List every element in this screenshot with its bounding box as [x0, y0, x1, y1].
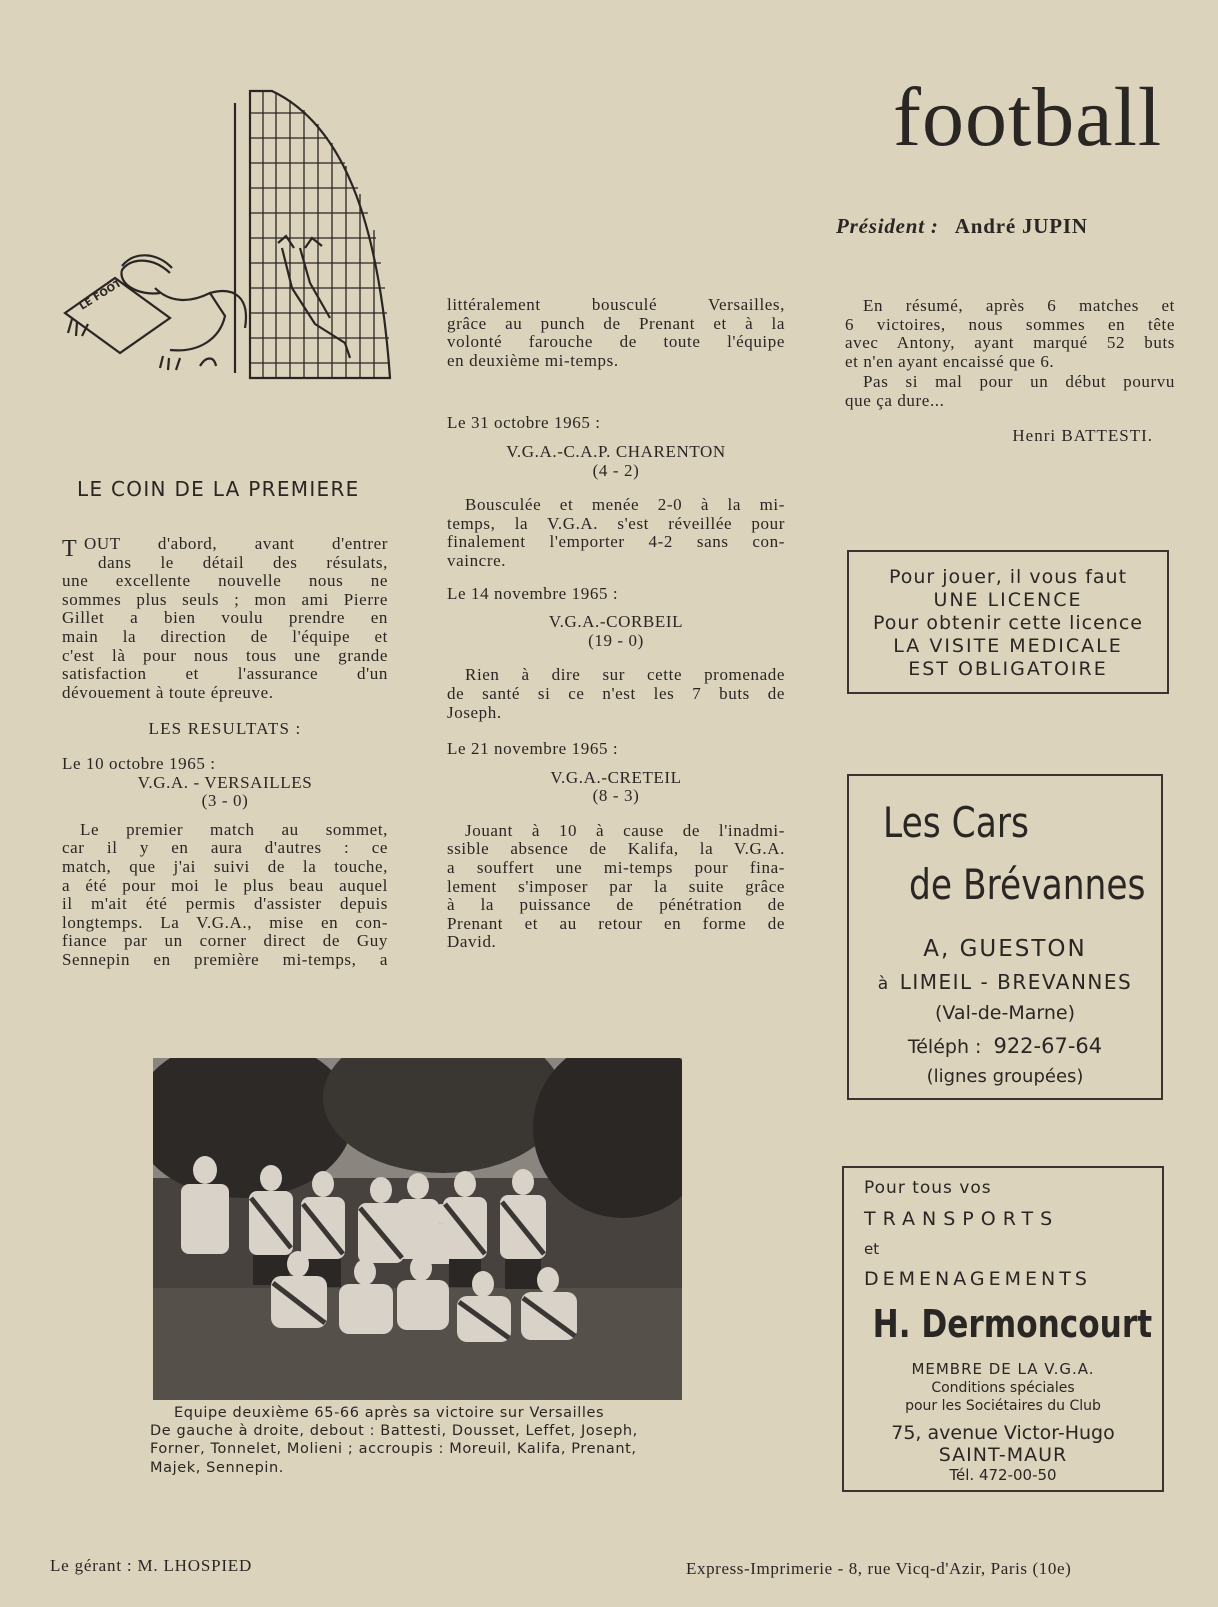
cartoon-sign-text: LE FOOT — [77, 278, 124, 313]
intro-line-6: c'est là pour nous tous une grande — [62, 645, 388, 665]
team-photo-image — [153, 1058, 682, 1400]
match4-teams: V.G.A.-CRETEIL — [550, 767, 682, 787]
licence-line-5: EST OBLIGATOIRE — [908, 658, 1108, 680]
transports-line-3: et — [864, 1240, 880, 1258]
match1-line-5: longtemps. La V.G.A., mise en con- — [62, 912, 388, 932]
signature: Henri BATTESTI. — [1012, 425, 1153, 445]
cars-town: LIMEIL - BREVANNES — [899, 970, 1133, 994]
transports-line-2: TRANSPORTS — [864, 1208, 1060, 1230]
intro-line-4: Gillet a bien voulu prendre en — [62, 608, 388, 628]
cont-line-1: grâce au punch de Prenant et à la — [447, 313, 785, 333]
cars-tel: 922-67-64 — [993, 1034, 1103, 1058]
cont-line-2: volonté farouche de toute l'équipe — [447, 332, 785, 352]
closing-line-1: que ça dure... — [845, 390, 945, 410]
match4-line-4: à la puissance de pénétration de — [447, 895, 785, 915]
match2-line-0: Bousculée et menée 2-0 à la mi- — [465, 495, 785, 515]
column-2 — [447, 296, 785, 952]
intro-line-1: dans le détail des résulats, — [98, 552, 388, 572]
licence-line-4: LA VISITE MEDICALE — [893, 635, 1123, 657]
footer-right: Express-Imprimerie - 8, rue Vicq-d'Azir, Paris (10e) — [686, 1559, 1072, 1578]
match3-line-0: Rien à dire sur cette promenade — [465, 665, 785, 685]
cars-name: A, GUESTON — [923, 936, 1087, 962]
cartoon-illustration — [60, 88, 400, 398]
cars-ad-box — [847, 774, 1163, 1100]
cars-town-prefix: à — [877, 974, 890, 994]
cars-dept: (Val-de-Marne) — [935, 1002, 1075, 1024]
match4-date: Le 21 novembre 1965 : — [447, 739, 619, 759]
summary-line-0: En résumé, après 6 matches et — [863, 296, 1175, 315]
match3-date: Le 14 novembre 1965 : — [447, 583, 619, 603]
cont-line-3: en deuxième mi-temps. — [447, 350, 619, 370]
match4-paragraph — [447, 822, 785, 952]
match1-score: (3 - 0) — [201, 791, 249, 811]
match4-line-1: ssible absence de Kalifa, la V.G.A. — [447, 839, 785, 859]
caption-line-0: Equipe deuxième 65-66 après sa victoire sur Versailles — [174, 1405, 605, 1421]
cont-line-0: littéralement bousculé Versailles, — [447, 295, 785, 314]
president-line — [836, 214, 1176, 239]
match4-score: (8 - 3) — [592, 786, 640, 806]
match2-paragraph — [447, 496, 785, 570]
caption-line-1: De gauche à droite, debout : Battesti, Dousset, Leffet, Joseph, — [150, 1423, 638, 1440]
cars-lines: (lignes groupées) — [926, 1066, 1084, 1087]
match1-line-2: match, que j'ai suivi de la touche, — [62, 856, 388, 876]
match1-line-1: car il y en aura d'autres : ce — [62, 838, 388, 858]
transports-cond-2: pour les Sociétaires du Club — [905, 1398, 1101, 1414]
licence-line-3: Pour obtenir cette licence — [873, 612, 1143, 634]
cars-town-line — [849, 970, 1161, 994]
transports-member: MEMBRE DE LA V.G.A. — [911, 1360, 1095, 1378]
column-1 — [62, 535, 388, 969]
summary-line-1: 6 victoires, nous sommes en tête — [845, 314, 1175, 334]
licence-line-2: UNE LICENCE — [933, 589, 1083, 611]
intro-paragraph — [62, 535, 388, 702]
match3-score: (19 - 0) — [588, 630, 644, 650]
match2-line-2: finalement l'emporter 4-2 sans con- — [447, 532, 785, 552]
caption-line-3: Majek, Sennepin. — [150, 1459, 285, 1476]
match3-teams: V.G.A.-CORBEIL — [548, 612, 684, 632]
cars-title-1: Les Cars — [883, 798, 1029, 847]
transports-address: 75, avenue Victor-Hugo — [891, 1422, 1115, 1444]
match1-teams: V.G.A. - VERSAILLES — [137, 772, 313, 792]
intro-line-7: satisfaction et l'assurance d'un — [62, 664, 388, 684]
match2-score: (4 - 2) — [592, 460, 640, 480]
intro-line-3: sommes plus seuls ; mon ami Pierre — [62, 589, 388, 609]
photo-caption — [150, 1404, 690, 1477]
cars-title-2: de Brévannes — [909, 860, 1146, 909]
closing-line-0: Pas si mal pour un début pourvu — [863, 372, 1175, 392]
match1-date: Le 10 octobre 1965 : — [62, 753, 216, 773]
licence-line-1: Pour jouer, il vous faut — [888, 566, 1128, 588]
match2-teams: V.G.A.-C.A.P. CHARENTON — [506, 441, 726, 461]
match2-date: Le 31 octobre 1965 : — [447, 413, 601, 433]
match4-line-0: Jouant à 10 à cause de l'inadmi- — [465, 820, 785, 840]
footer-left: Le gérant : M. LHOSPIED — [50, 1556, 253, 1575]
section-title: LE COIN DE LA PREMIERE — [77, 477, 360, 501]
licence-ad-box — [847, 550, 1169, 694]
column-3 — [845, 297, 1175, 445]
summary-line-3: et n'en ayant encaissé que 6. — [845, 351, 1055, 371]
intro-line-0: OUT d'abord, avant d'entrer — [84, 534, 388, 553]
match1-line-6: fiance par un corner direct de Guy — [62, 931, 388, 951]
transports-line-4: DEMENAGEMENTS — [864, 1268, 1091, 1290]
president-name: André JUPIN — [954, 214, 1088, 238]
results-heading: LES RESULTATS : — [148, 719, 302, 739]
transports-line-1: Pour tous vos — [864, 1178, 992, 1198]
transports-ad-box — [842, 1166, 1164, 1492]
intro-line-2: une excellente nouvelle nous ne — [62, 571, 388, 591]
transports-city: SAINT-MAUR — [938, 1444, 1068, 1466]
intro-line-5: main la direction de l'équipe et — [62, 626, 388, 646]
match4-line-5: Prenant et au retour en forme de — [447, 913, 785, 933]
cars-tel-line — [849, 1034, 1161, 1058]
match3-paragraph — [447, 666, 785, 722]
team-photo — [153, 1058, 682, 1400]
match3-line-1: de santé si ce n'est les 7 buts de — [447, 683, 785, 703]
cars-tel-label: Téléph : — [907, 1036, 982, 1058]
match1-line-3: a été pour moi le plus beau auquel — [62, 875, 388, 895]
match4-line-3: lement s'imposer par la suite grâce — [447, 876, 785, 896]
transports-name: H. Dermoncourt — [872, 1302, 1153, 1346]
summary-line-2: avec Antony, ayant marqué 52 buts — [845, 333, 1175, 353]
match4-line-6: David. — [447, 932, 497, 952]
match4-line-2: a souffert une mi-temps pour fina- — [447, 858, 785, 878]
page-title: football — [893, 71, 1163, 164]
intro-line-8: dévouement à toute épreuve. — [62, 682, 274, 702]
president-label: Président : — [836, 214, 939, 238]
transports-tel: Tél. 472-00-50 — [949, 1466, 1057, 1484]
caption-line-2: Forner, Tonnelet, Molieni ; accroupis : Moreuil, Kalifa, Prenant, — [150, 1441, 637, 1458]
match1-paragraph — [62, 821, 388, 970]
transports-cond-1: Conditions spéciales — [931, 1380, 1075, 1396]
match1-line-0: Le premier match au sommet, — [80, 819, 388, 839]
match3-line-2: Joseph. — [447, 702, 502, 722]
match2-line-3: vaincre. — [447, 550, 507, 570]
match1-line-4: il m'ait été permis d'assister depuis — [62, 894, 388, 914]
match1-line-7: Sennepin en première mi-temps, a — [62, 949, 388, 969]
dropcap: T — [62, 536, 78, 562]
match2-line-1: temps, la V.G.A. s'est réveillée pour — [447, 513, 785, 533]
